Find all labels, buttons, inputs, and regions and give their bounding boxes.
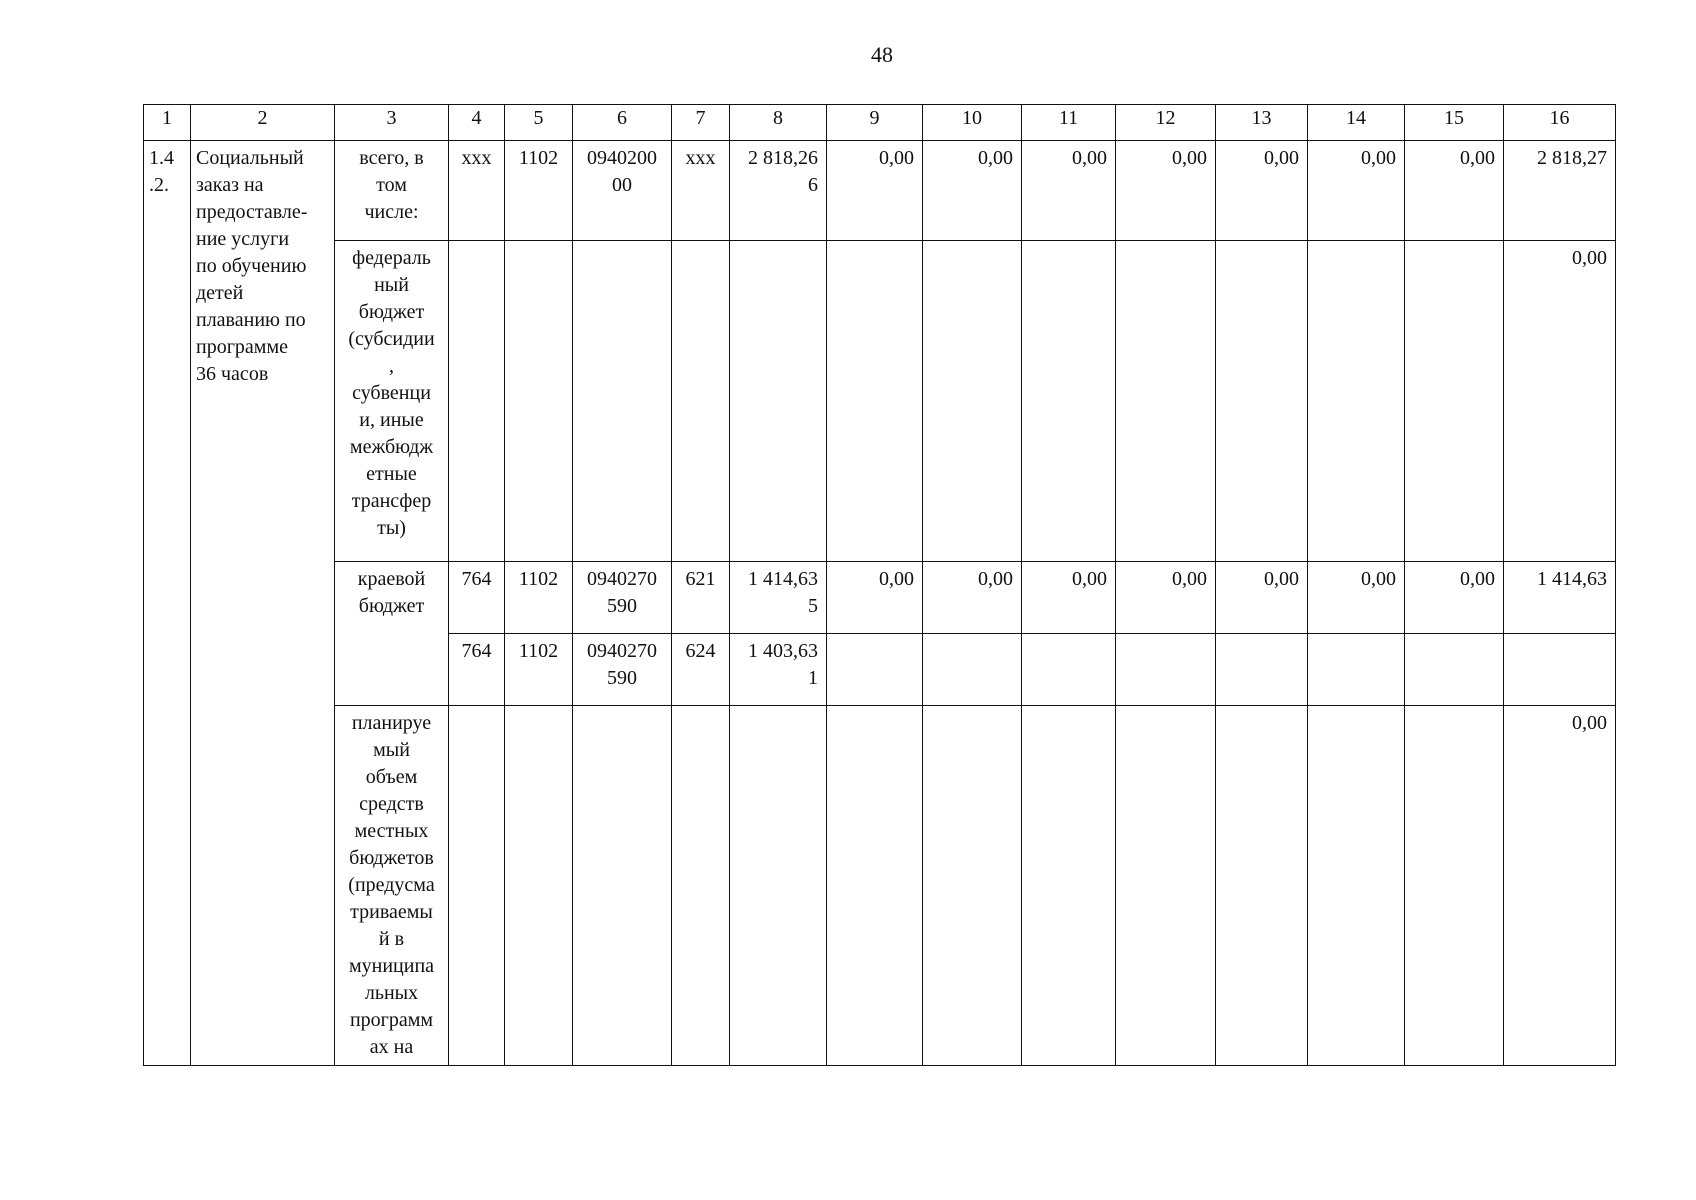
header-cell: 15	[1405, 105, 1504, 141]
budget-table	[143, 104, 1616, 1066]
cell-c14: 0,00	[1308, 141, 1405, 241]
page-number: 48	[871, 42, 893, 67]
cell-c16: 1 414,63	[1504, 562, 1616, 634]
cell-c9: 0,00	[827, 562, 923, 634]
source-regional: краевой бюджет	[335, 562, 449, 706]
header-cell: 9	[827, 105, 923, 141]
cell-c12: 0,00	[1116, 141, 1216, 241]
header-cell: 8	[730, 105, 827, 141]
source-total: всего, в том числе:	[335, 141, 449, 241]
cell-c16: 2 818,27	[1504, 141, 1616, 241]
cell-c11: 0,00	[1022, 141, 1116, 241]
source-local: планируе мый объем средств местных бюджетов (предусма триваемы й в муниципа льных программ ах на	[335, 706, 449, 1066]
cell-c10: 0,00	[923, 141, 1022, 241]
header-cell: 12	[1116, 105, 1216, 141]
cell-c6: 0940270 590	[573, 562, 672, 634]
source-federal: федераль ный бюджет (субсидии , субвенци и, иные межбюдж етные трансфер ты)	[335, 241, 449, 562]
header-cell: 3	[335, 105, 449, 141]
cell-c7: 624	[672, 634, 730, 706]
cell-c12: 0,00	[1116, 562, 1216, 634]
cell-c15: 0,00	[1405, 141, 1504, 241]
header-cell: 1	[144, 105, 191, 141]
cell-c16: 0,00	[1504, 241, 1616, 562]
cell-c14: 0,00	[1308, 562, 1405, 634]
cell-c4: xxx	[449, 141, 505, 241]
table-row	[144, 706, 1616, 1066]
header-cell: 16	[1504, 105, 1616, 141]
header-cell: 7	[672, 105, 730, 141]
header-cell: 14	[1308, 105, 1405, 141]
cell-c5: 1102	[505, 141, 573, 241]
header-cell: 6	[573, 105, 672, 141]
row-number: 1.4 .2.	[144, 141, 191, 1066]
cell-c6: 0940270 590	[573, 634, 672, 706]
cell-c9: 0,00	[827, 141, 923, 241]
cell-c11: 0,00	[1022, 562, 1116, 634]
cell-c8: 1 403,63 1	[730, 634, 827, 706]
cell-c7: xxx	[672, 141, 730, 241]
cell-c16: 0,00	[1504, 706, 1616, 1066]
cell-c4: 764	[449, 562, 505, 634]
cell-c10: 0,00	[923, 562, 1022, 634]
table-row	[144, 562, 1616, 634]
header-row	[144, 105, 1616, 141]
cell-c15: 0,00	[1405, 562, 1504, 634]
cell-c13: 0,00	[1216, 562, 1308, 634]
cell-c8: 2 818,26 6	[730, 141, 827, 241]
header-cell: 11	[1022, 105, 1116, 141]
table-row	[144, 241, 1616, 562]
header-cell: 2	[191, 105, 335, 141]
header-cell: 10	[923, 105, 1022, 141]
header-cell: 5	[505, 105, 573, 141]
cell-c5: 1102	[505, 634, 573, 706]
header-cell: 4	[449, 105, 505, 141]
cell-c5: 1102	[505, 562, 573, 634]
cell-c8: 1 414,63 5	[730, 562, 827, 634]
cell-c4: 764	[449, 634, 505, 706]
item-name: Социальный заказ на предоставле- ние услуги по обучению детей плаванию по программе 36 часов	[191, 141, 335, 1066]
header-cell: 13	[1216, 105, 1308, 141]
cell-c7: 621	[672, 562, 730, 634]
cell-c13: 0,00	[1216, 141, 1308, 241]
table-row	[144, 141, 1616, 241]
cell-c6: 0940200 00	[573, 141, 672, 241]
